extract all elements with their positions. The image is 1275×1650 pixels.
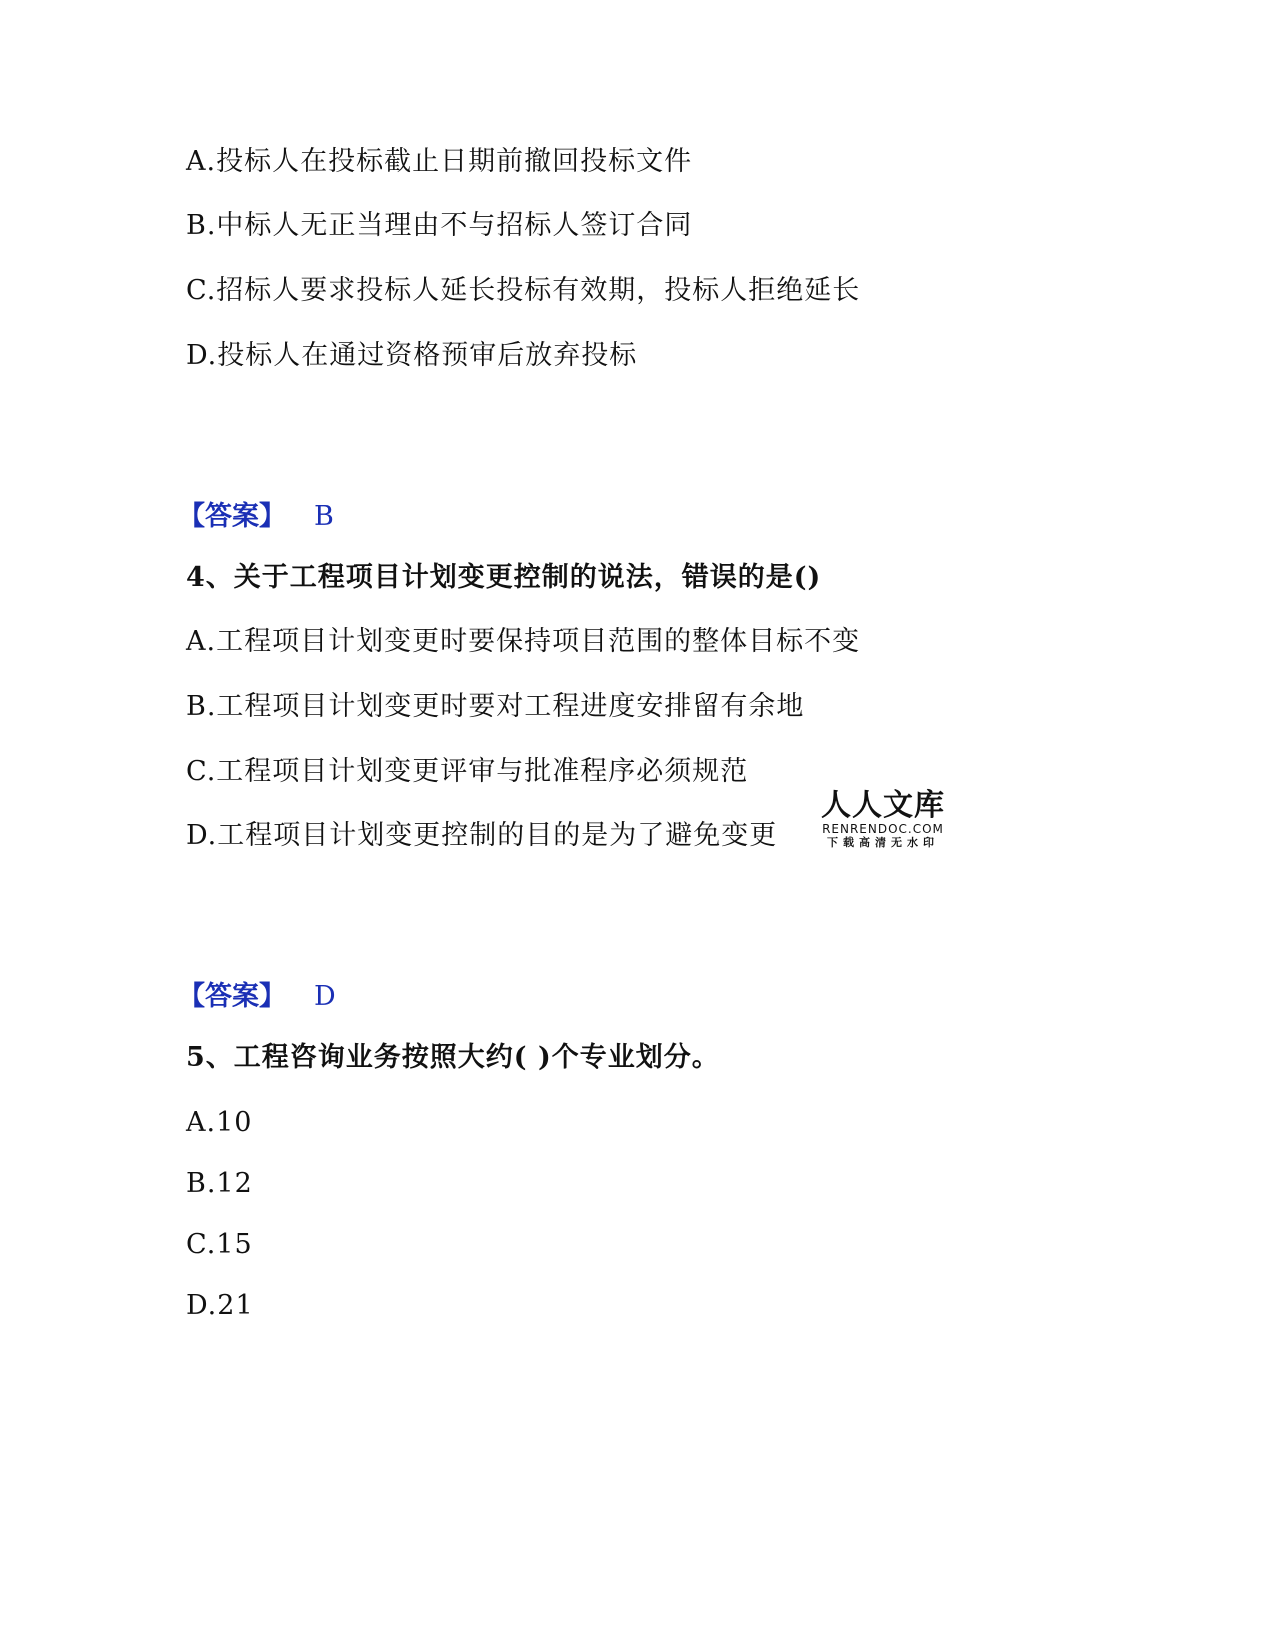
q3-option-d: D.投标人在通过资格预审后放弃投标 <box>186 340 638 371</box>
watermark-domain: RENRENDOC.COM <box>822 822 944 836</box>
q4-option-d: D.工程项目计划变更控制的目的是为了避免变更 <box>186 820 778 851</box>
q5-option-a: A.10 <box>186 1107 253 1138</box>
q4-option-b: B.工程项目计划变更时要对工程进度安排留有余地 <box>186 691 805 722</box>
watermark-title: 人人文库 <box>821 788 945 823</box>
answer-label: 【答案】 <box>178 981 286 1012</box>
answer-value: B <box>314 501 334 532</box>
q5-question: 5、工程咨询业务按照大约( )个专业划分。 <box>186 1042 720 1073</box>
q3-answer <box>178 499 334 535</box>
q4-question: 4、关于工程项目计划变更控制的说法，错误的是() <box>186 562 822 593</box>
answer-value: D <box>314 981 336 1012</box>
q5-option-c: C.15 <box>186 1229 253 1260</box>
q4-option-c: C.工程项目计划变更评审与批准程序必须规范 <box>186 756 749 787</box>
watermark-subtitle: 下载高清无水印 <box>827 836 939 849</box>
q3-option-c: C.招标人要求投标人延长投标有效期，投标人拒绝延长 <box>186 275 861 306</box>
q4-answer <box>178 979 336 1015</box>
q4-option-a: A.工程项目计划变更时要保持项目范围的整体目标不变 <box>186 626 861 657</box>
answer-label: 【答案】 <box>178 501 286 532</box>
q3-option-b: B.中标人无正当理由不与招标人签订合同 <box>186 210 693 241</box>
q5-option-d: D.21 <box>186 1290 254 1321</box>
watermark-logo <box>818 790 948 850</box>
q5-option-b: B.12 <box>186 1168 253 1199</box>
q3-option-a: A.投标人在投标截止日期前撤回投标文件 <box>186 146 693 177</box>
